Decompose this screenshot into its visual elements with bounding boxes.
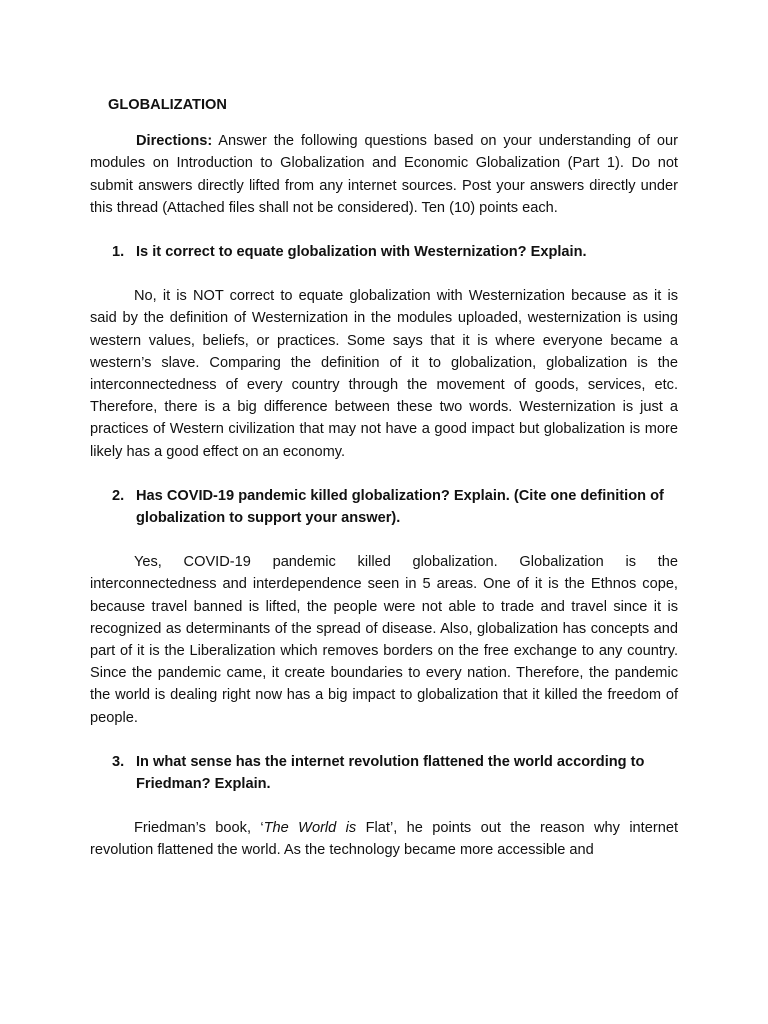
question-2-number: 2.: [112, 487, 125, 504]
answer-3: [90, 817, 678, 861]
answer-3-pre: Friedman’s book, ‘: [134, 820, 264, 837]
question-3-number: 3.: [112, 753, 125, 770]
document-page: [90, 94, 678, 862]
directions-label: Directions:: [136, 133, 213, 150]
question-1: [90, 241, 678, 263]
directions-text: Answer the following questions based on your understanding of our modules on Introduction to Globalization and Economic Globalization (Part 1). Do not submit answers directly lifted from any internet sources. Post your answers directly under this thread (Attached files shall not be considered). Ten (10) points each.: [90, 133, 678, 216]
question-3: [90, 751, 678, 795]
question-1-number: 1.: [112, 244, 125, 261]
question-2: [90, 485, 678, 529]
answer-3-book-title: The World is: [263, 820, 357, 837]
directions-paragraph: [90, 130, 678, 219]
answer-2: Yes, COVID-19 pandemic killed globalization. Globalization is the interconnectedness and interdependence seen in 5 areas. One of it is the Ethnos cope, because travel banned is lifted, the people were not able to trade and travel since it is recognized as determinants of the spread of disease. Also, globalization has concepts and part of it is the Liberalization which removes borders on the free exchange to any country. Since the pandemic came, it create boundaries to every nation. Therefore, the pandemic the world is dealing right now has a big impact to globalization that it killed the freedom of people.: [90, 554, 678, 726]
document-title: GLOBALIZATION: [108, 97, 227, 113]
answer-1: No, it is NOT correct to equate globalization with Westernization because as it is said by the definition of Westernization in the modules uploaded, westernization is using western values, beliefs, or practices. Some says that it is where everyone became a western’s slave. Comparing the definition of it to globalization, globalization is the interconnectedness of every country through the movement of goods, services, etc. Therefore, there is a big difference between these two words. Westernization is just a practices of Western civilization that may not have a good impact but globalization is more likely has a good effect on an economy.: [90, 288, 678, 460]
question-1-text: Is it correct to equate globalization with Westernization? Explain.: [136, 244, 587, 261]
answer-3-post: Flat’, he points out the reason why internet revolution flattened the world. As the technology became more accessible and: [90, 820, 678, 859]
question-3-text: In what sense has the internet revolution flattened the world according to Friedman? Explain.: [136, 753, 645, 793]
question-2-text: Has COVID-19 pandemic killed globalization? Explain. (Cite one definition of globalization to support your answer).: [136, 487, 664, 527]
